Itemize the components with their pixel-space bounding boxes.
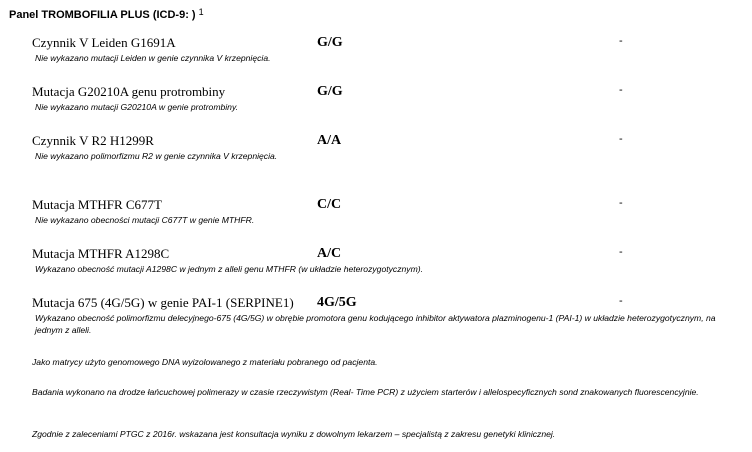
note-pcr-method: Badania wykonano na drodze łańcuchowej polimerazy w czasie rzeczywistym (Real- Time PCR) z użyciem starterów i allelospecyficznych sond znakowanych fluorescencyjnie. [32,387,699,397]
panel-title-text: Panel TROMBOFILIA PLUS (ICD-9: ) [9,9,196,21]
test-name: Czynnik V Leiden G1691A [32,35,176,50]
test-name: Mutacja MTHFR C677T [32,197,162,212]
test-description: Nie wykazano mutacji G20210A w genie protrombiny. [35,102,239,112]
test-result: G/G [317,84,343,99]
test-description: Wykazano obecność polimorfizmu delecyjnego-675 (4G/5G) w obrębie promotora genu kodującego inhibitor aktywatora plazminogenu-1 (PAI-1) w układzie heterozygotycznym, na jednym z alleli. [35,313,716,335]
panel-title [9,9,204,21]
note-dna-matrix: Jako matrycy użyto genomowego DNA wyizolowanego z materiału pobranego od pacjenta. [32,357,378,367]
test-reference: - [619,35,623,47]
note-consultation: Zgodnie z zaleceniami PTGC z 2016r. wskazana jest konsultacja wyniku z dowolnym lekarzem – specjalistą z zakresu genetyki klinicznej. [32,429,556,439]
test-reference: - [619,295,623,307]
test-description: Nie wykazano mutacji Leiden w genie czynnika V krzepnięcia. [35,53,271,63]
test-reference: - [619,84,623,96]
test-reference: - [619,197,623,209]
panel-title-footnote: 1 [198,7,204,17]
test-name: Mutacja MTHFR A1298C [32,246,170,261]
test-result: G/G [317,35,343,50]
test-result: A/C [317,246,342,261]
test-result: 4G/5G [317,295,357,310]
test-reference: - [619,133,623,145]
test-description: Wykazano obecność mutacji A1298C w jednym z alleli genu MTHFR (w układzie heterozygotycznym). [35,264,423,274]
test-description: Nie wykazano polimorfizmu R2 w genie czynnika V krzepnięcia. [35,151,278,161]
test-name: Czynnik V R2 H1299R [32,133,154,148]
test-name: Mutacja 675 (4G/5G) w genie PAI-1 (SERPINE1) [32,295,294,310]
test-result: A/A [317,133,342,148]
test-result: C/C [317,197,342,212]
test-description: Nie wykazano obecności mutacji C677T w genie MTHFR. [35,215,255,225]
test-reference: - [619,246,623,258]
test-name: Mutacja G20210A genu protrombiny [32,84,226,99]
